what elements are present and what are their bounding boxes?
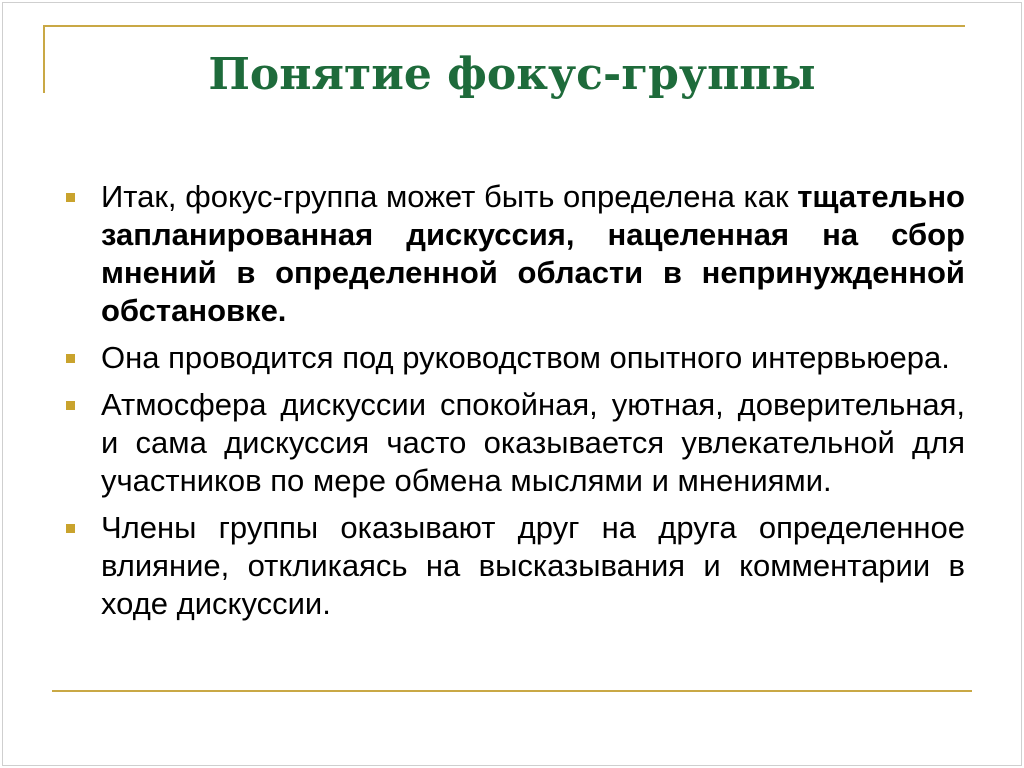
square-bullet-icon bbox=[66, 193, 75, 202]
bullet-text: Итак, фокус-группа может быть определена как bbox=[101, 179, 798, 214]
bullet-text: Атмосфера дискуссии спокойная, уютная, доверительная, и сама дискуссия часто оказывается увлекательной для участников по мере обмена мыслями и мнениями. bbox=[101, 387, 965, 498]
bullet-item-moderator bbox=[60, 339, 965, 377]
bullet-text: Она проводится под руководством опытного интервьюера. bbox=[101, 340, 950, 375]
square-bullet-icon bbox=[66, 524, 75, 533]
bullet-text: Члены группы оказывают друг на друга определенное влияние, откликаясь на высказывания и комментарии в ходе дискуссии. bbox=[101, 510, 965, 621]
bottom-accent-rule bbox=[52, 690, 972, 692]
bullet-text-emphasis: тщательно запланированная дискуссия, нацеленная на сбор мнений в определенной области в непринужденной обстановке. bbox=[101, 179, 965, 328]
square-bullet-icon bbox=[66, 401, 75, 410]
slide-title: Понятие фокус-группы bbox=[208, 49, 816, 100]
bullet-list bbox=[60, 178, 965, 632]
top-accent-rule bbox=[43, 25, 965, 27]
bullet-item-definition bbox=[60, 178, 965, 330]
bullet-item-atmosphere bbox=[60, 386, 965, 500]
square-bullet-icon bbox=[66, 354, 75, 363]
bullet-item-influence bbox=[60, 509, 965, 623]
